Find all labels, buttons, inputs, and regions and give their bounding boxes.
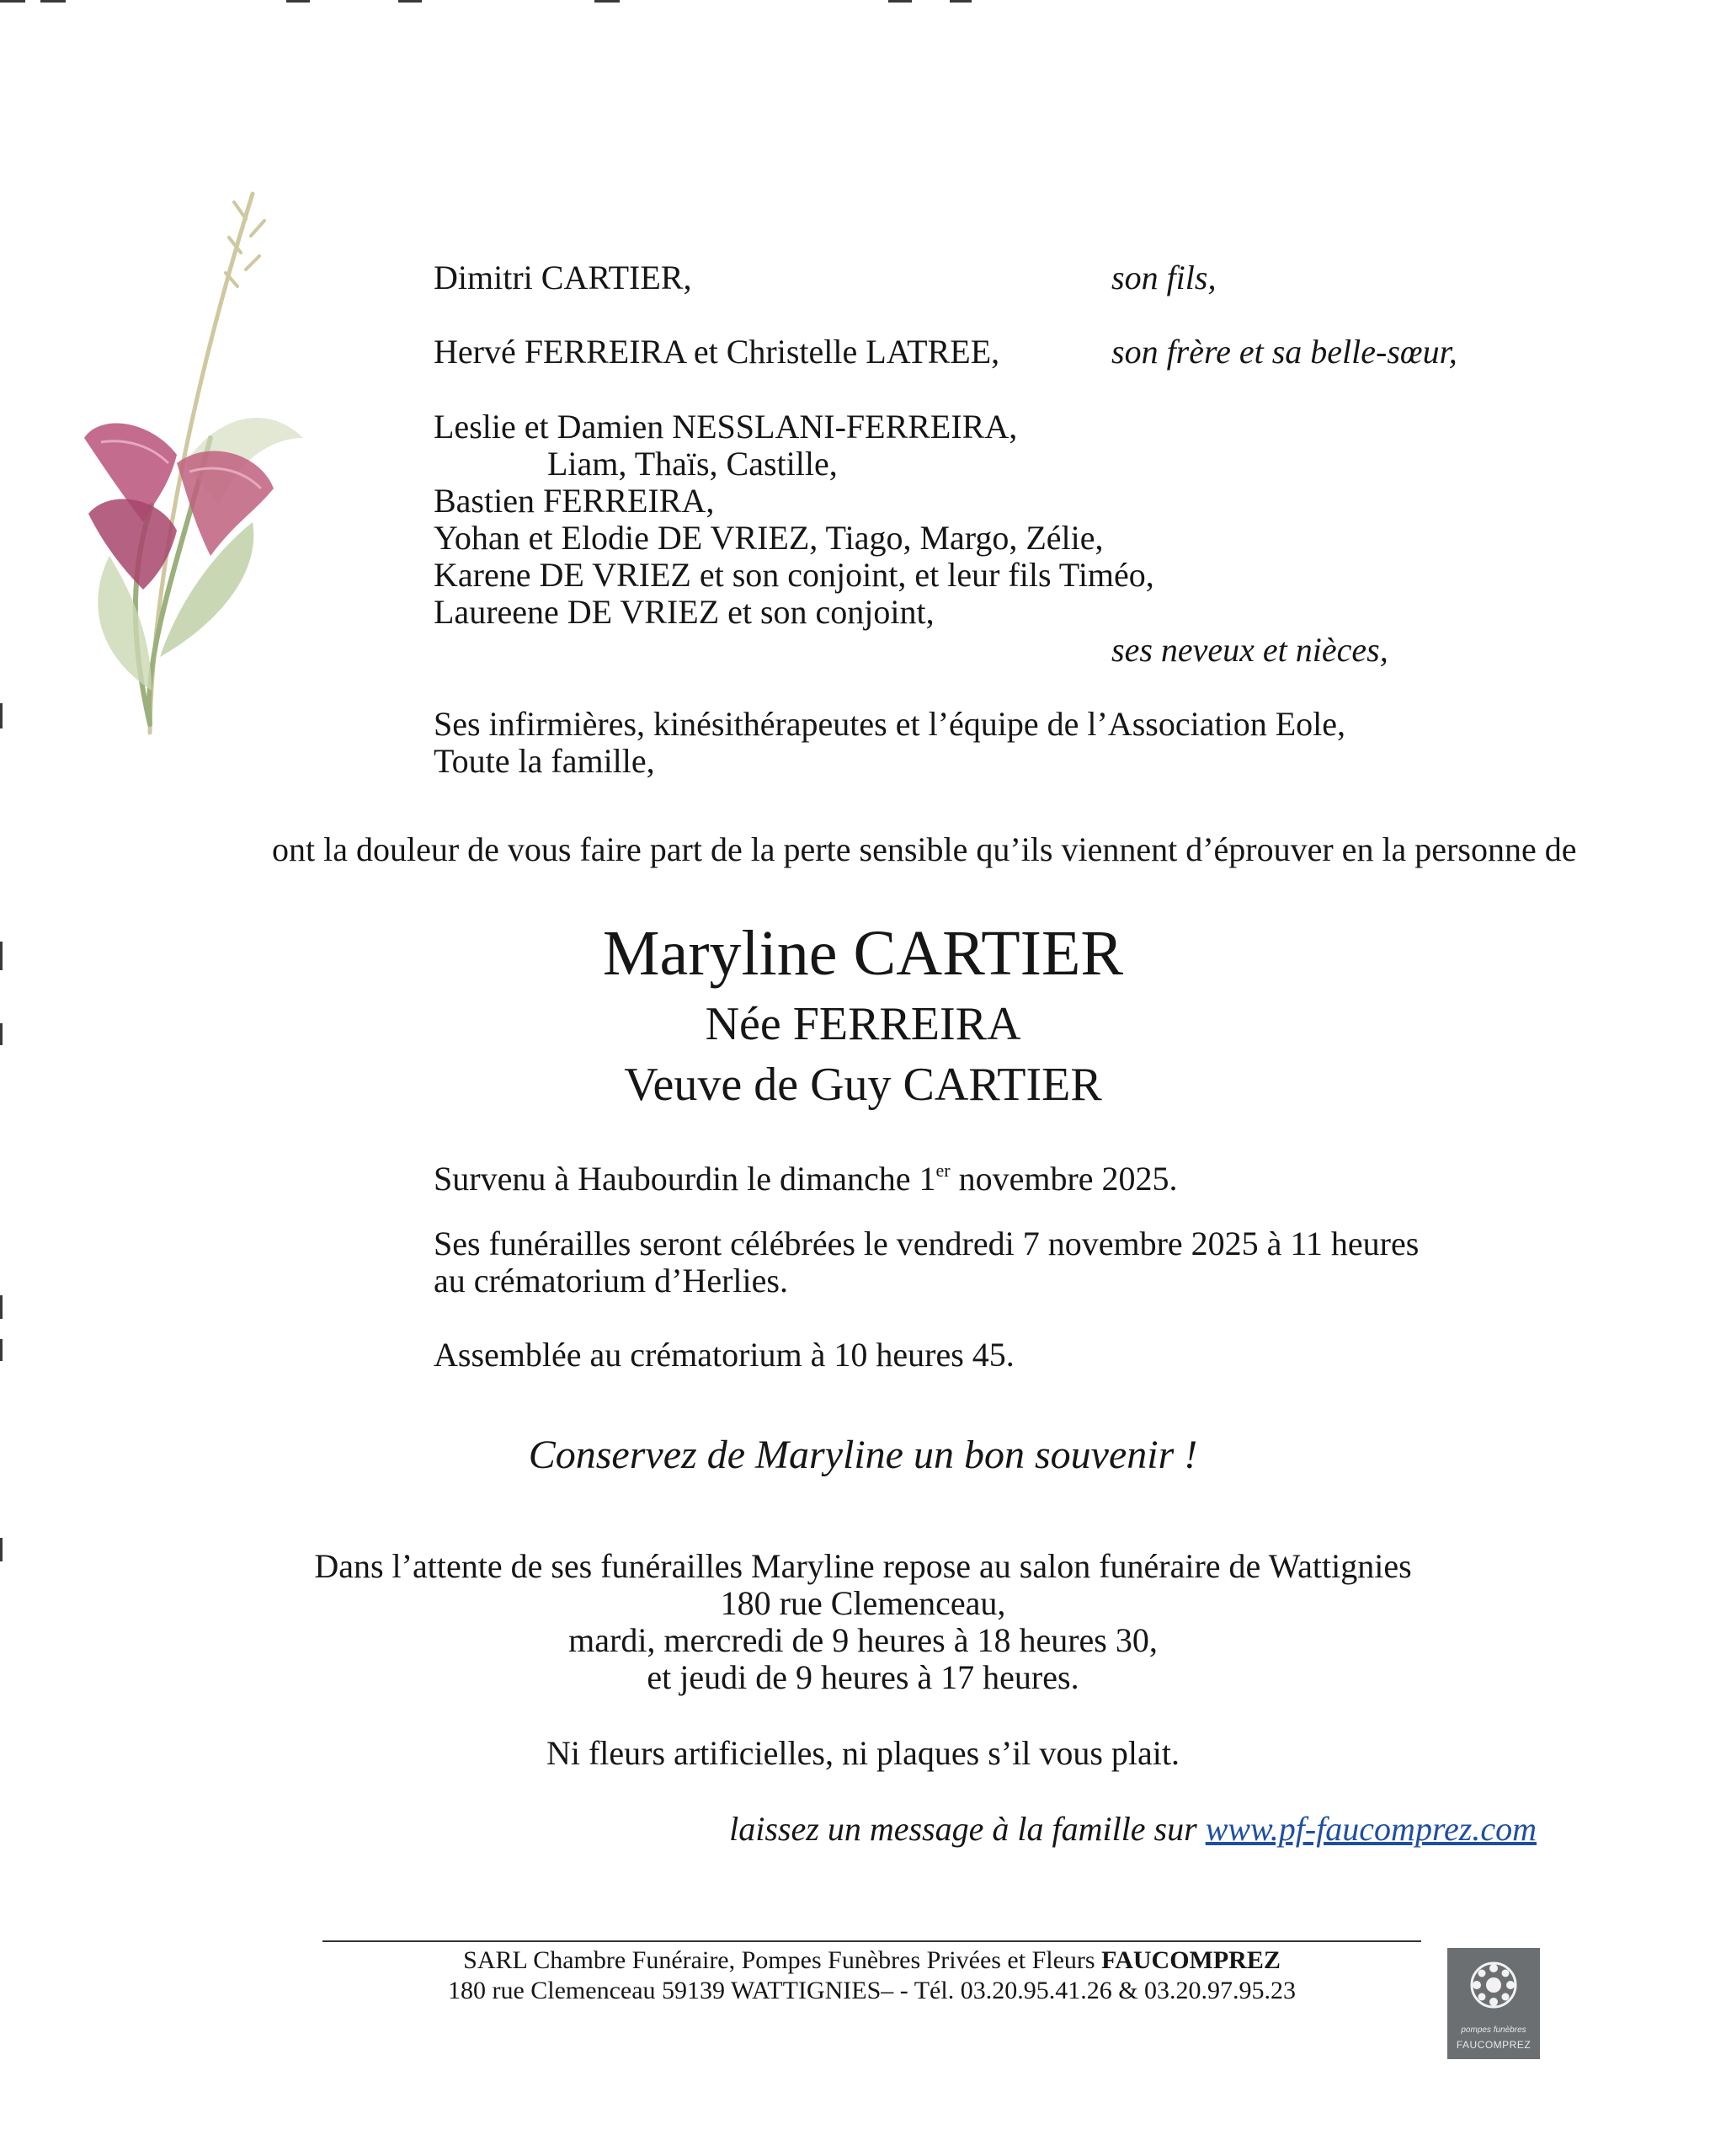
- scan-mark: [950, 0, 972, 3]
- company-logo: [1447, 1948, 1540, 2059]
- footer-line-1: [322, 1945, 1421, 1976]
- message-text: laissez un message à la famille sur: [729, 1810, 1206, 1848]
- footer-divider: [322, 1940, 1421, 1942]
- family-relation-1: son frère et sa belle-sœur,: [1111, 333, 1457, 371]
- nephew-line-0: Leslie et Damien NESSLANI-FERREIRA,: [434, 408, 1018, 446]
- funeral-line-2: au crématorium d’Herlies.: [434, 1262, 788, 1299]
- logo-caption-2: FAUCOMPREZ: [1456, 2039, 1532, 2051]
- death-ordinal: er: [935, 1160, 951, 1181]
- family-name-0: Dimitri CARTIER,: [434, 259, 692, 296]
- announcement: ont la douleur de vous faire part de la perte sensible qu’ils viennent d’éprouver en la personne de: [272, 830, 1577, 868]
- deceased-widow: Veuve de Guy CARTIER: [624, 1059, 1102, 1111]
- family-name-1: Hervé FERREIRA et Christelle LATREE,: [434, 333, 1000, 371]
- no-flowers-notice: Ni fleurs artificielles, ni plaques s’il vous plait.: [546, 1734, 1180, 1772]
- mandala-icon: [1468, 1960, 1519, 2010]
- footer-company: SARL Chambre Funéraire, Pompes Funèbres Privées et Fleurs: [463, 1946, 1102, 1974]
- nephew-line-1: Liam, Thaïs, Castille,: [547, 445, 838, 483]
- death-notice: [434, 1161, 1178, 1198]
- scan-mark: [398, 0, 422, 3]
- rest-line-1: 180 rue Clemenceau,: [720, 1584, 1006, 1622]
- scan-mark: [286, 0, 310, 3]
- nephew-line-2: Bastien FERREIRA,: [434, 482, 715, 520]
- nephews-relation: ses neveux et nièces,: [1111, 631, 1388, 669]
- family-relation-0: son fils,: [1111, 259, 1217, 296]
- memorial-quote: Conservez de Maryline un bon souvenir !: [528, 1433, 1198, 1477]
- funeral-line-1: Ses funérailles seront célébrées le vendredi 7 novembre 2025 à 11 heures: [434, 1225, 1420, 1262]
- website-link[interactable]: www.pf-faucomprez.com: [1205, 1810, 1537, 1848]
- scan-mark: [0, 703, 3, 728]
- scan-mark: [888, 0, 912, 3]
- scan-mark: [594, 0, 620, 3]
- nephew-line-5: Laureene DE VRIEZ et son conjoint,: [434, 593, 935, 631]
- scan-mark: [40, 0, 66, 3]
- rest-line-3: et jeudi de 9 heures à 17 heures.: [647, 1658, 1079, 1696]
- footer-brand: FAUCOMPREZ: [1101, 1946, 1281, 1974]
- nephew-line-3: Yohan et Elodie DE VRIEZ, Tiago, Margo, Zélie,: [434, 519, 1104, 557]
- death-suffix: novembre 2025.: [950, 1160, 1178, 1198]
- footer-line-2: 180 rue Clemenceau 59139 WATTIGNIES– - Tél. 03.20.95.41.26 & 03.20.97.95.23: [447, 1977, 1297, 2004]
- calla-lily-illustration: [51, 185, 320, 741]
- death-prefix: Survenu à Haubourdin le dimanche 1: [434, 1160, 936, 1198]
- scan-mark: [0, 1339, 3, 1361]
- rest-line-2: mardi, mercredi de 9 heures à 18 heures 30,: [568, 1621, 1158, 1659]
- deceased-name: Maryline CARTIER: [602, 918, 1124, 989]
- scan-mark: [0, 1295, 3, 1319]
- scan-mark: [0, 0, 25, 3]
- others-line-0: Ses infirmières, kinésithérapeutes et l’équipe de l’Association Eole,: [434, 705, 1346, 743]
- nephew-line-4: Karene DE VRIEZ et son conjoint, et leur fils Timéo,: [434, 556, 1154, 594]
- rest-line-0: Dans l’attente de ses funérailles Maryline repose au salon funéraire de Wattignies: [314, 1547, 1412, 1585]
- deceased-born: Née FERREIRA: [705, 998, 1021, 1050]
- message-line: [729, 1811, 1537, 1848]
- assembly: Assemblée au crématorium à 10 heures 45.: [434, 1336, 1015, 1374]
- others-line-1: Toute la famille,: [434, 742, 655, 780]
- logo-caption-1: pompes funèbres: [1461, 2025, 1526, 2035]
